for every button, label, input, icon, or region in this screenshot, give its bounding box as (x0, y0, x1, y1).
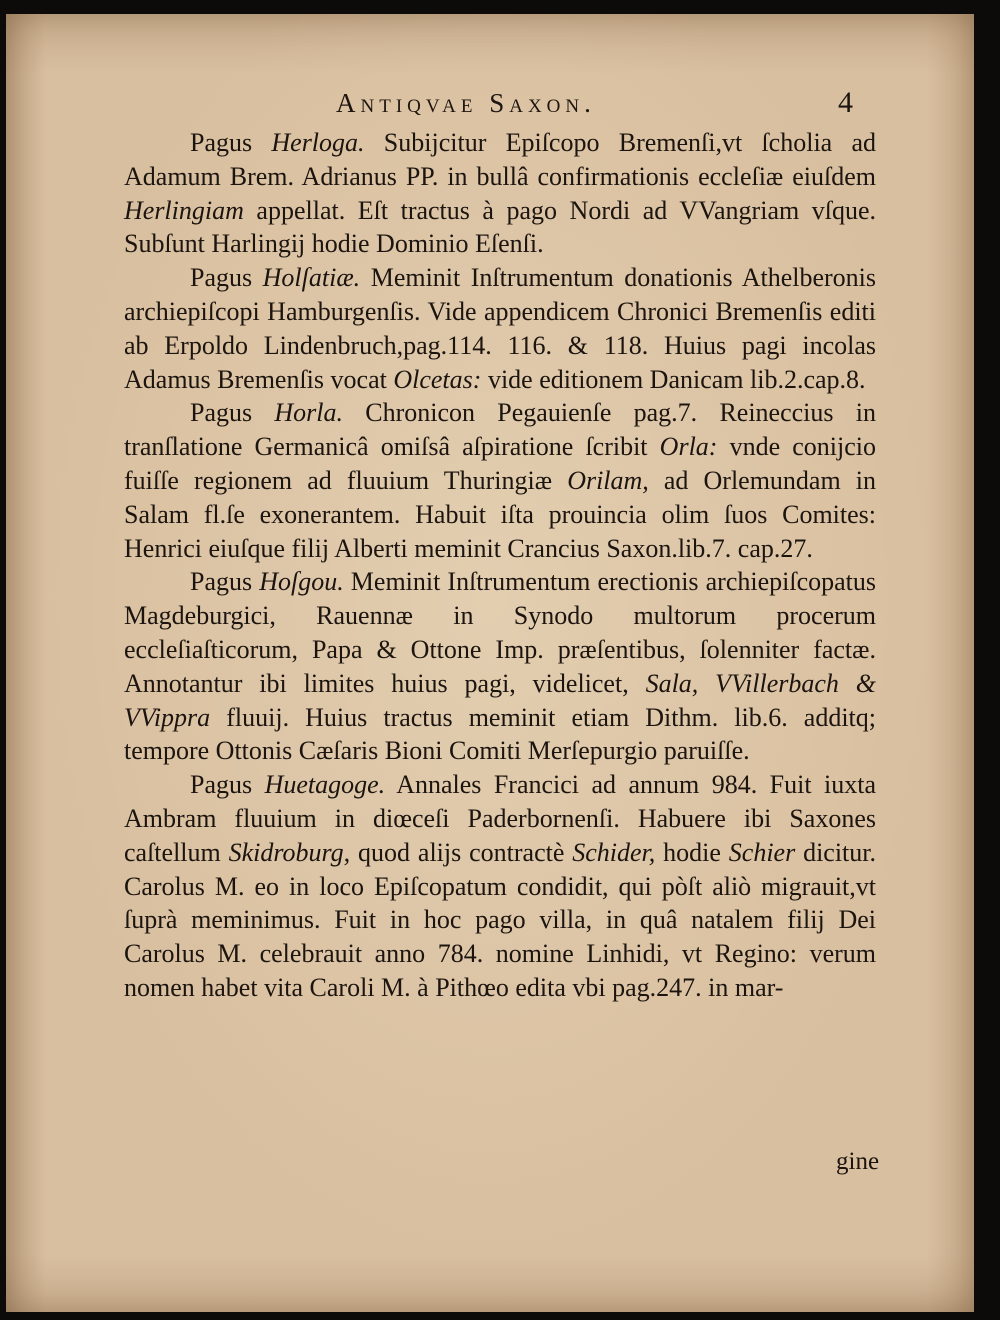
text-run: Meminit Inſtrumentum donationis Athelberonis archiepiſcopi Hamburgenſis. Vide appendicem Chronici Bremenſis editi ab Erpoldo Lindenbruch,pag.114. 116. & 118. Huius pagi incolas Adamus Bremenſis vocat (124, 263, 876, 394)
text-run: ad Orlemundam in Salam fl.ſe exonerantem. Habuit iſta prouincia olim ſuos Comites: Henrici eiuſque filij Alberti meminit Crancius Saxon.lib.7. cap.27. (124, 465, 876, 563)
italic-term: Holſatiæ. (262, 263, 361, 293)
text-run: Pagus (190, 263, 263, 293)
italic-term: Herlingiam (124, 195, 244, 225)
paragraph-hosgou (124, 565, 876, 768)
italic-term: Orla: (659, 432, 718, 462)
text-run: Pagus (190, 770, 265, 800)
book-page (6, 14, 974, 1312)
text-run: Pagus (190, 398, 275, 428)
italic-term: Sala, VVillerbach & VVippra (124, 668, 876, 732)
italic-term: Hoſgou. (259, 567, 344, 597)
text-run: fluuij. Huius tractus meminit etiam Dithm. lib.6. additq; tempore Ottonis Cæſaris Bioni Comiti Merſepurgio paruiſſe. (124, 702, 876, 766)
italic-term: Olcetas: (393, 364, 482, 394)
text-run: Chronicon Pegauienſe pag.7. Reineccius in tranſlatione Germanicâ omiſsâ aſpiratione ſcribit (124, 398, 876, 462)
italic-term: Schider, (572, 837, 656, 867)
paragraph-huetagoge (124, 768, 876, 1005)
italic-term: Horla. (274, 398, 344, 428)
italic-term: Huetagoge. (264, 770, 386, 800)
italic-term: Skidroburg, (228, 837, 351, 867)
text-run: Annales Francici ad annum 984. Fuit iuxta Ambram fluuium in diœceſi Paderbornenſi. Habuere ibi Saxones caſtellum (124, 770, 876, 867)
text-run: dicitur. Carolus M. eo in loco Epiſcopatum condidit, qui pòſt aliò migrauit,vt ſuprà meminimus. Fuit in hoc pago villa, in quâ natalem filij Dei Carolus M. celebrauit anno 784. nomine Linhidi, vt Regino: verum nomen habet vita Caroli M. à Pithœo edita vbi pag.247. in mar- (124, 837, 876, 1002)
paragraph-holsatia (124, 261, 876, 396)
text-run: quod alijs contractè (350, 837, 573, 867)
text-run: Subijcitur Epiſcopo Bremenſi,vt ſcholia ad Adamum Brem. Adrianus PP. in bullâ confirmationis eccleſiæ eiuſdem (124, 128, 876, 191)
paragraph-horla (124, 396, 876, 565)
text-run: vide editionem Danicam lib.2.cap.8. (481, 364, 866, 394)
text-run: Pagus (190, 567, 260, 597)
text-run: Pagus (190, 128, 272, 157)
text-run: vnde conijcio fuiſſe regionem ad fluuium Thuringiæ (124, 432, 876, 495)
catchword: gine (836, 1148, 880, 1175)
text-run: Meminit Inſtrumentum erectionis archiepiſcopatus Magdeburgici, Rauennæ in Synodo multorum procerum eccleſiaſticorum, Papa & Ottone Imp. præſentibus, ſolenniter factæ. Annotantur ibi limites huius pagi, videlicet, (124, 567, 876, 698)
text-run: appellat. Eſt tractus à pago Nordi ad VVangriam vſque. Subſunt Harlingij hodie Dominio Eſenſi. (124, 195, 876, 259)
italic-term: Orilam, (567, 465, 649, 495)
italic-term: Schier (728, 837, 796, 867)
body-text (124, 126, 876, 1005)
italic-term: Herloga. (271, 128, 365, 157)
running-head: Antiqvae Saxon. (336, 88, 596, 118)
paragraph-herloga (124, 126, 876, 261)
page-number: 4 (838, 86, 853, 119)
text-run: hodie (655, 837, 729, 867)
